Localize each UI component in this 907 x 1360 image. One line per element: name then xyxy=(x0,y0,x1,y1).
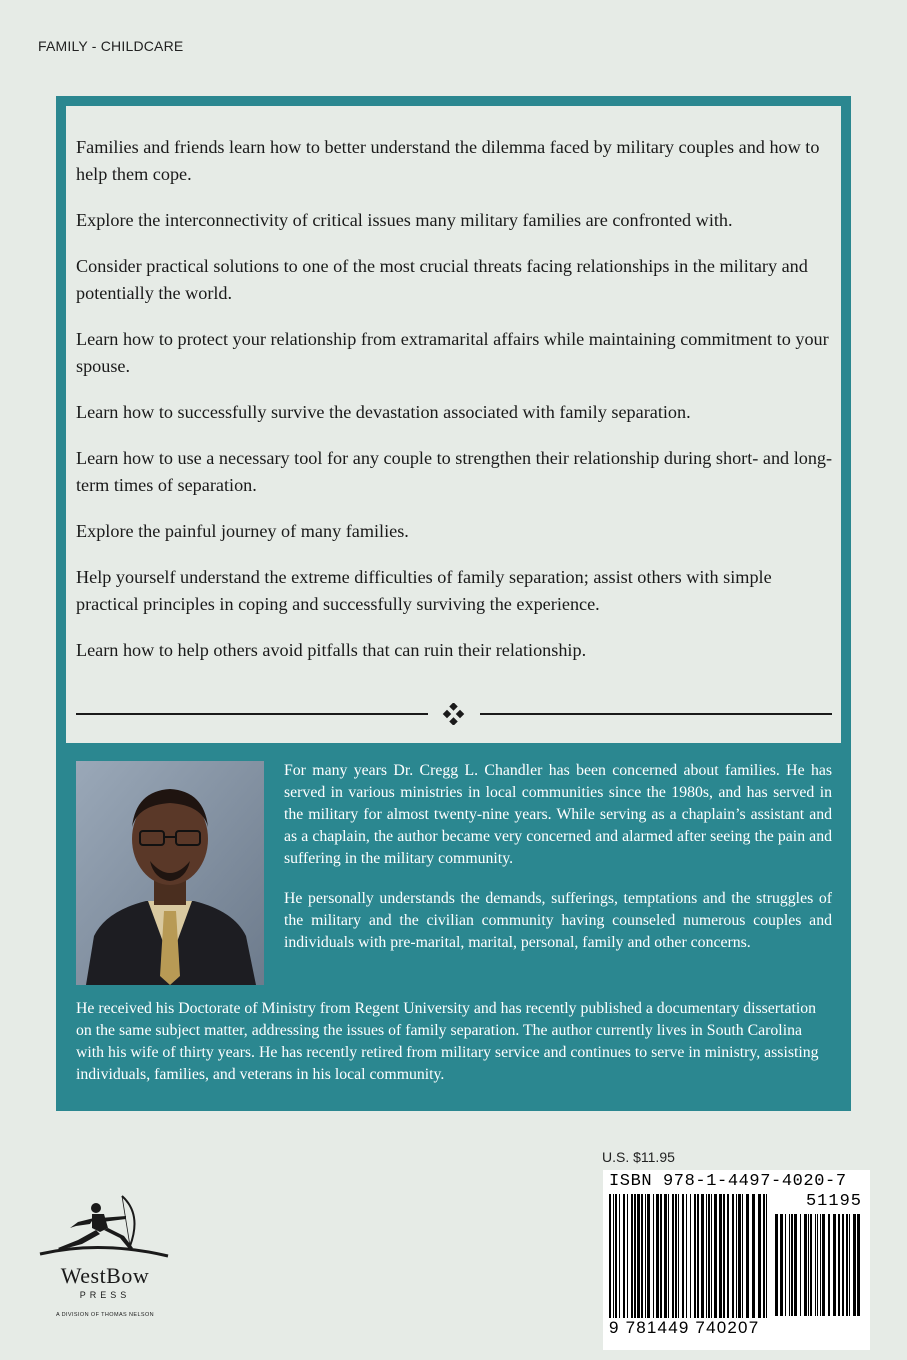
barcode-bar xyxy=(794,1214,797,1316)
highlights-box xyxy=(66,106,841,743)
barcode-bar xyxy=(810,1214,812,1316)
category-label: FAMILY - CHILDCARE xyxy=(38,38,184,54)
barcode-bar xyxy=(853,1214,856,1316)
barcode-bar xyxy=(619,1194,620,1318)
diamond-ornament-icon xyxy=(439,703,469,725)
barcode-bar xyxy=(727,1194,729,1318)
author-bio xyxy=(284,760,832,972)
barcode-bar xyxy=(672,1194,674,1318)
barcode-bar xyxy=(645,1194,646,1318)
barcode-bar xyxy=(653,1194,654,1318)
barcode-bar xyxy=(815,1214,816,1316)
barcode-bar xyxy=(623,1194,625,1318)
barcode-bar xyxy=(613,1194,614,1318)
barcode-bar xyxy=(846,1214,848,1316)
barcode-bar xyxy=(641,1194,643,1318)
ean-barcode-bars xyxy=(609,1194,769,1318)
barcode-bar xyxy=(664,1194,667,1318)
barcode-bar xyxy=(766,1194,767,1318)
barcode-bar xyxy=(791,1214,793,1316)
barcode-bar xyxy=(742,1194,743,1318)
barcode-bar xyxy=(660,1194,662,1318)
isbn-barcode xyxy=(603,1170,870,1350)
barcode-digits: 9 781449 740207 xyxy=(609,1318,760,1337)
bio-paragraph: He personally understands the demands, sufferings, temptations and the struggles of the military and the civilian community having counseled numerous couples and individuals with pre-marital, marital, personal, family and other concerns. xyxy=(284,890,832,951)
author-bio-continued xyxy=(76,998,832,1086)
back-cover-panel xyxy=(56,96,851,1111)
barcode-bar xyxy=(686,1194,687,1318)
barcode-bar xyxy=(775,1214,778,1316)
barcode-bar xyxy=(800,1214,801,1316)
publisher-division: A DIVISION OF THOMAS NELSON xyxy=(55,1312,155,1318)
highlight-item: Consider practical solutions to one of the most crucial threats facing relationships in the military and potentially the world. xyxy=(76,256,808,303)
barcode-bar xyxy=(694,1194,696,1318)
highlight-item: Families and friends learn how to better understand the dilemma faced by military couples and how to help them cope. xyxy=(76,137,820,184)
barcode-bar xyxy=(668,1194,669,1318)
barcode-bar xyxy=(738,1194,741,1318)
barcode-bar xyxy=(615,1194,617,1318)
barcode-bar xyxy=(736,1194,737,1318)
barcode-bar xyxy=(822,1214,825,1316)
barcode-bar xyxy=(785,1214,786,1316)
barcode-bar xyxy=(706,1194,707,1318)
highlight-item: Learn how to successfully survive the devastation associated with family separation. xyxy=(76,402,691,422)
barcode-bar xyxy=(711,1194,712,1318)
highlight-item: Learn how to help others avoid pitfalls that can ruin their relationship. xyxy=(76,640,587,660)
addon-barcode-bars xyxy=(775,1214,863,1316)
publisher-logo xyxy=(30,1188,180,1328)
archer-icon xyxy=(30,1188,180,1263)
barcode-bar xyxy=(732,1194,734,1318)
publisher-name: WestBow xyxy=(60,1263,150,1288)
barcode-bar xyxy=(682,1194,684,1318)
barcode-bar xyxy=(690,1194,691,1318)
barcode-bar xyxy=(808,1214,809,1316)
barcode-bar xyxy=(804,1214,807,1316)
barcode-price-code: 51195 xyxy=(805,1192,862,1211)
barcode-bar xyxy=(842,1214,844,1316)
barcode-bar xyxy=(746,1194,749,1318)
price-label: U.S. $11.95 xyxy=(602,1149,675,1165)
divider-line-left xyxy=(76,713,428,715)
highlight-item: Help yourself understand the extreme difficulties of family separation; assist others with simple practical principles in coping and successfully surviving the experience. xyxy=(76,567,772,614)
barcode-bar xyxy=(758,1194,761,1318)
barcode-bar xyxy=(817,1214,818,1316)
barcode-bar xyxy=(849,1214,850,1316)
isbn-number: ISBN 978-1-4497-4020-7 xyxy=(609,1172,847,1191)
barcode-bar xyxy=(833,1214,836,1316)
ornamental-divider xyxy=(76,703,832,725)
highlight-item: Learn how to use a necessary tool for any couple to strengthen their relationship during short- and long-term times of separation. xyxy=(76,448,833,495)
barcode-bar xyxy=(723,1194,725,1318)
barcode-bar xyxy=(763,1194,765,1318)
barcode-bar xyxy=(627,1194,628,1318)
barcode-bar xyxy=(820,1214,821,1316)
barcode-bar xyxy=(714,1194,717,1318)
bio-paragraph: For many years Dr. Cregg L. Chandler has been concerned about families. He has served in various ministries in local communities since the 1980s, and has served in the military for almost twenty-nine years. While serving as a chaplain’s assistant and as a chaplain, the author became very concerned and alarmed after seeing the pain and suffering in the military community. xyxy=(284,762,832,867)
barcode-bar xyxy=(780,1214,783,1316)
barcode-bar xyxy=(828,1214,830,1316)
highlights-list xyxy=(76,134,836,683)
barcode-bar xyxy=(634,1194,636,1318)
barcode-bar xyxy=(609,1194,611,1318)
barcode-bar xyxy=(719,1194,722,1318)
publisher-press: PRESS xyxy=(79,1290,131,1300)
author-photo xyxy=(76,761,264,985)
barcode-bar xyxy=(697,1194,699,1318)
barcode-bar xyxy=(838,1214,840,1316)
barcode-bar xyxy=(789,1214,790,1316)
barcode-bar xyxy=(678,1194,679,1318)
highlight-item: Explore the painful journey of many families. xyxy=(76,521,409,541)
barcode-bar xyxy=(701,1194,704,1318)
barcode-bar xyxy=(647,1194,650,1318)
highlight-item: Learn how to protect your relationship from extramarital affairs while maintaining commitment to your spouse. xyxy=(76,329,829,376)
barcode-bar xyxy=(752,1194,755,1318)
barcode-bar xyxy=(656,1194,659,1318)
highlight-item: Explore the interconnectivity of critical issues many military families are confronted with. xyxy=(76,210,733,230)
barcode-bar xyxy=(637,1194,640,1318)
divider-line-right xyxy=(480,713,832,715)
barcode-bar xyxy=(631,1194,633,1318)
barcode-bar xyxy=(675,1194,677,1318)
barcode-bar xyxy=(708,1194,710,1318)
barcode-bar xyxy=(857,1214,860,1316)
bio-paragraph: He received his Doctorate of Ministry from Regent University and has recently published a documentary dissertation on the same subject matter, addressing the issues of family separation. The author currently lives in South Carolina with his wife of thirty years. He has recently retired from military service and continues to serve in ministry, assisting individuals, families, and veterans in his local community. xyxy=(76,1000,819,1083)
